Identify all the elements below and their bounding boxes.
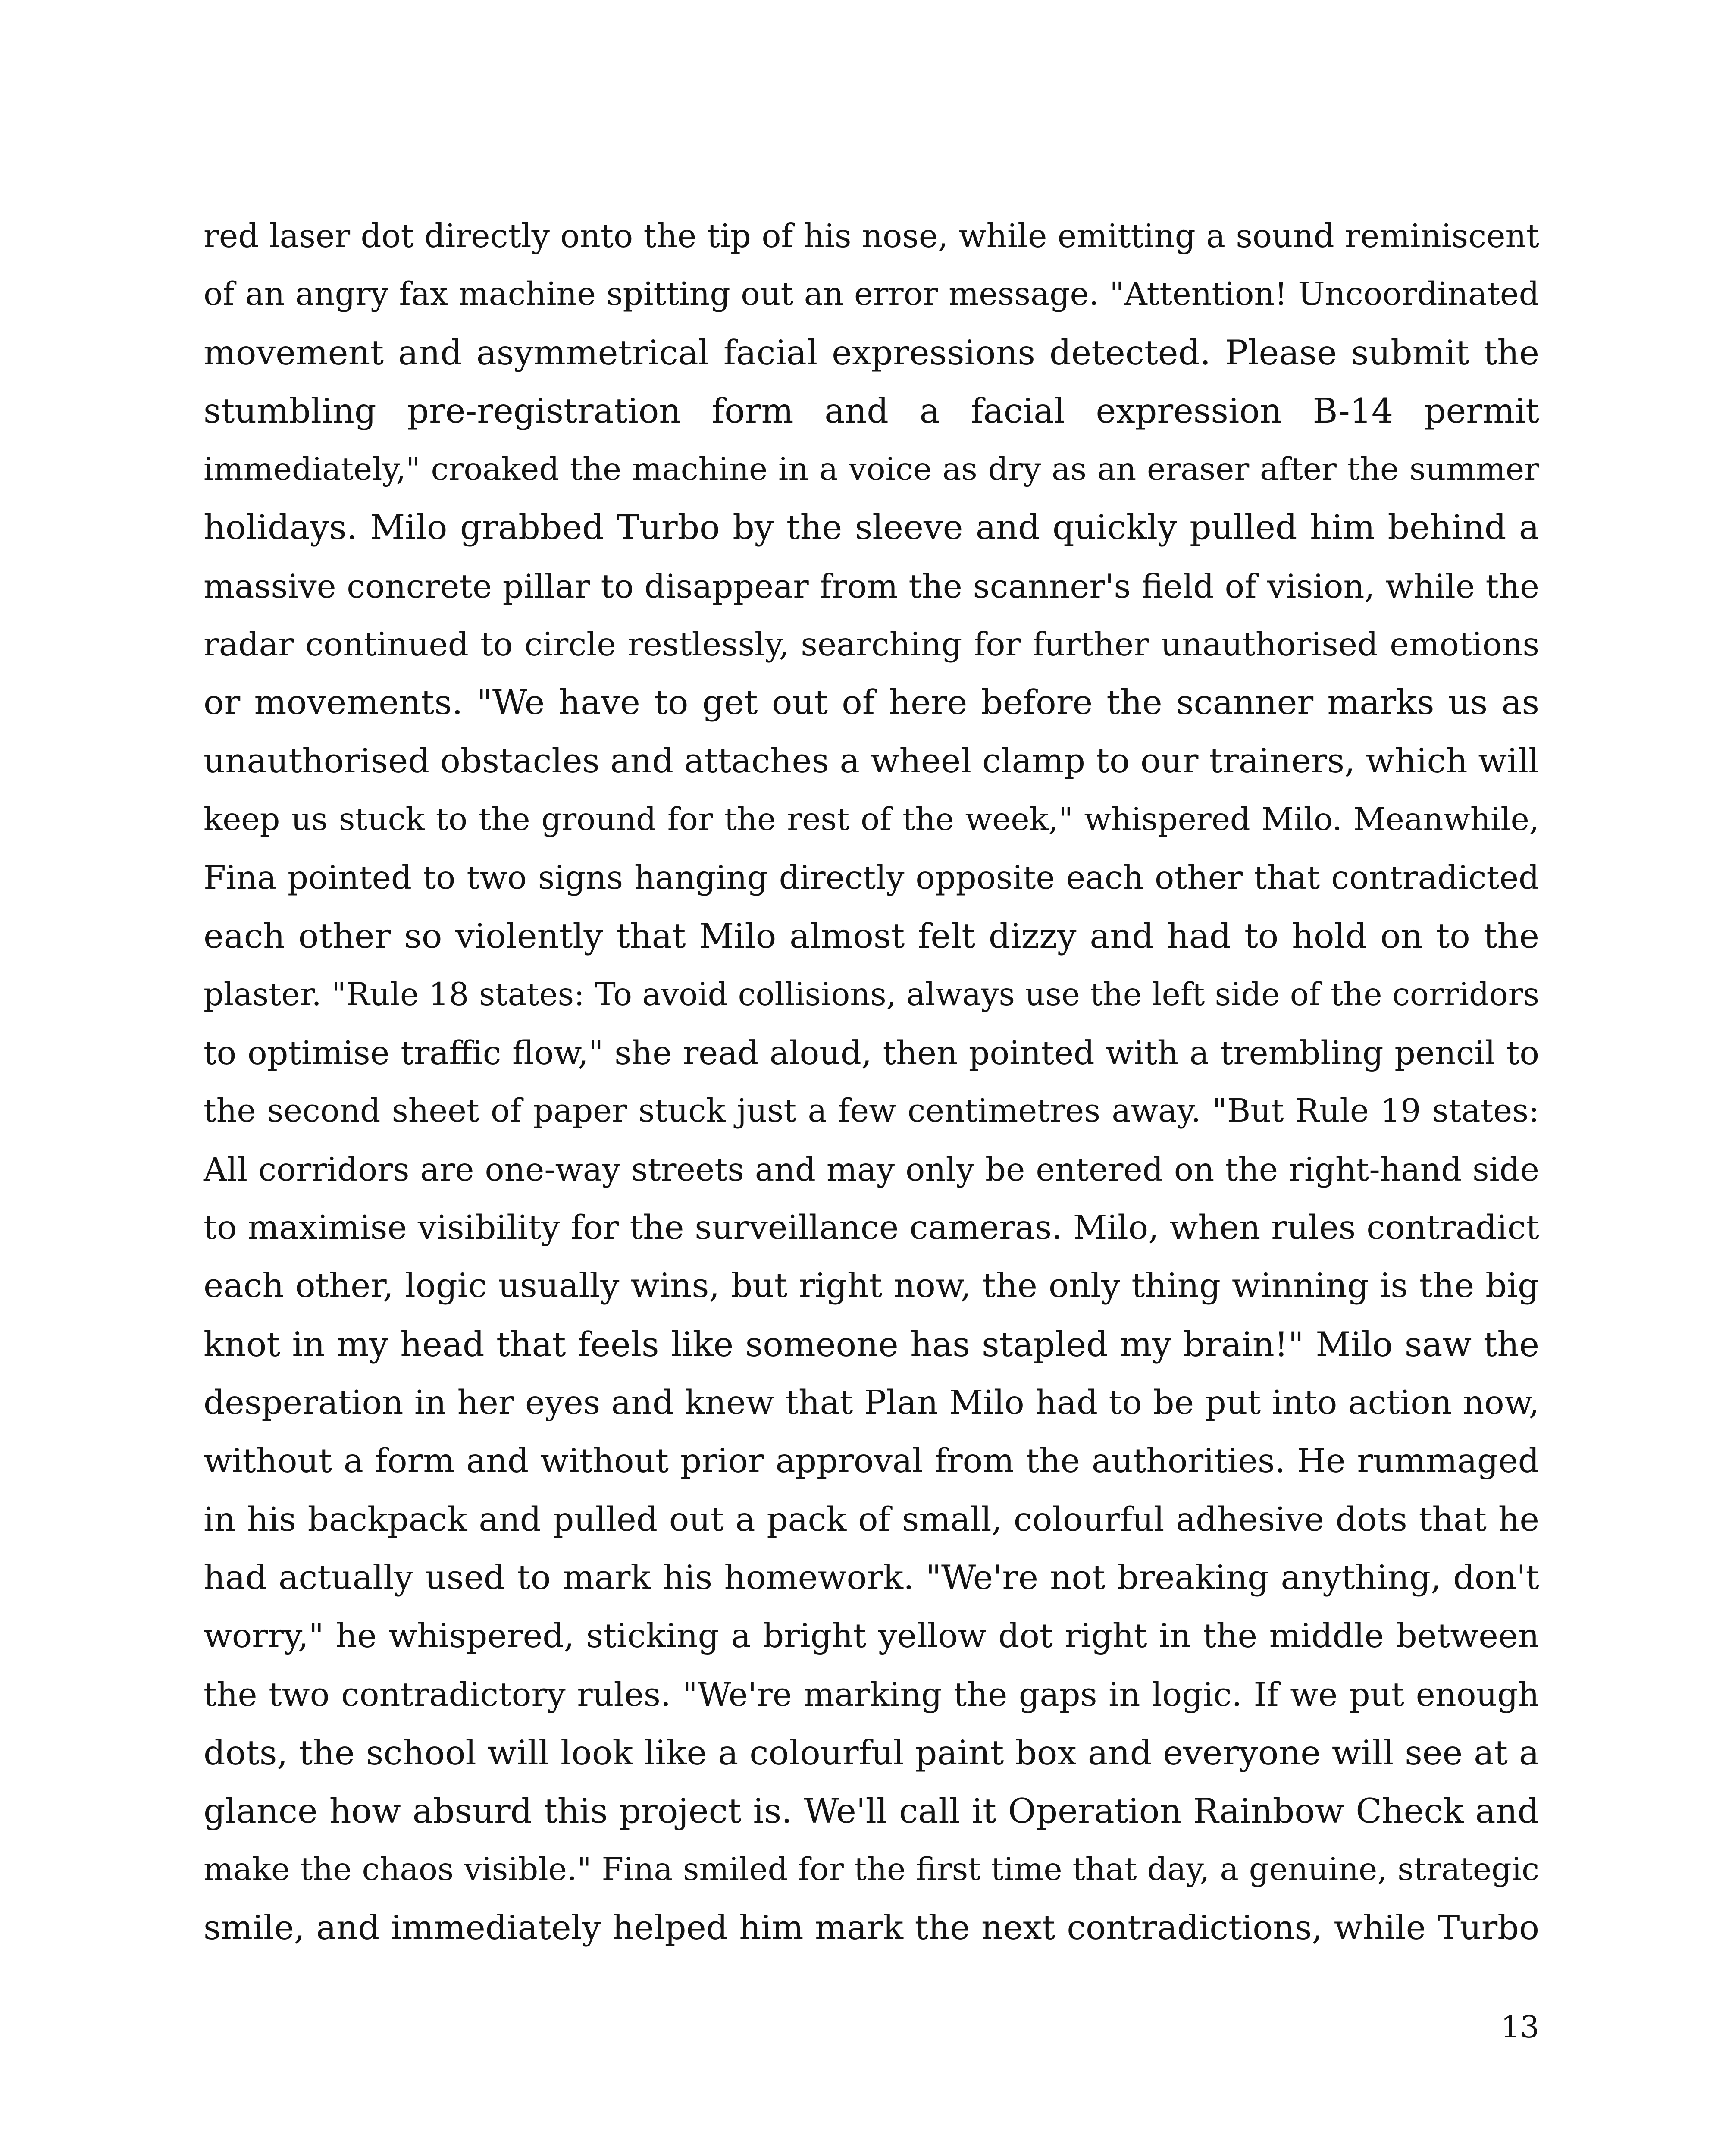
- text-line: red laser dot directly onto the tip of his nose, while emitting a sound reminiscent: [204, 217, 1539, 255]
- text-line: keep us stuck to the ground for the rest of the week," whispered Milo. Meanwhile,: [204, 801, 1539, 838]
- text-line: All corridors are one-way streets and may only be entered on the right-hand side: [204, 1150, 1539, 1188]
- text-line: radar continued to circle restlessly, searching for further unauthorised emotions: [204, 625, 1539, 664]
- text-line: each other, logic usually wins, but right now, the only thing winning is the big: [204, 1266, 1539, 1306]
- text-line: plaster. "Rule 18 states: To avoid collisions, always use the left side of the corridors: [204, 976, 1539, 1013]
- text-line: the second sheet of paper stuck just a few centimetres away. "But Rule 19 states:: [204, 1092, 1539, 1130]
- text-line: the two contradictory rules. "We're marking the gaps in logic. If we put enough: [204, 1675, 1539, 1714]
- text-line: stumbling pre-registration form and a facial expression B-14 permit: [204, 391, 1539, 431]
- text-line: each other so violently that Milo almost felt dizzy and had to hold on to the: [204, 916, 1539, 956]
- text-line: glance how absurd this project is. We'll call it Operation Rainbow Check and: [204, 1791, 1539, 1831]
- text-line: movement and asymmetrical facial expressions detected. Please submit the: [204, 332, 1539, 373]
- body-text: [204, 207, 1539, 1957]
- text-line: Fina pointed to two signs hanging directly opposite each other that contradicted: [204, 859, 1539, 897]
- text-line: make the chaos visible." Fina smiled for the first time that day, a genuine, strategic: [204, 1851, 1539, 1888]
- text-line: to optimise traffic flow," she read aloud, then pointed with a trembling pencil to: [204, 1034, 1539, 1072]
- text-line: desperation in her eyes and knew that Plan Milo had to be put into action now,: [204, 1383, 1539, 1422]
- page-number: 13: [1500, 2009, 1539, 2045]
- text-line: dots, the school will look like a colourful paint box and everyone will see at a: [204, 1733, 1539, 1773]
- text-line: knot in my head that feels like someone has stapled my brain!" Milo saw the: [204, 1324, 1539, 1364]
- text-line: or movements. "We have to get out of here before the scanner marks us as: [204, 683, 1539, 723]
- text-line: in his backpack and pulled out a pack of small, colourful adhesive dots that he: [204, 1500, 1539, 1539]
- text-line: massive concrete pillar to disappear from the scanner's field of vision, while the: [204, 567, 1539, 605]
- text-line: to maximise visibility for the surveillance cameras. Milo, when rules contradict: [204, 1209, 1539, 1247]
- text-line: without a form and without prior approval from the authorities. He rummaged: [204, 1442, 1539, 1481]
- text-line: of an angry fax machine spitting out an error message. "Attention! Uncoordinated: [204, 276, 1539, 313]
- text-line: smile, and immediately helped him mark the next contradictions, while Turbo: [204, 1908, 1539, 1947]
- text-line: immediately," croaked the machine in a voice as dry as an eraser after the summer: [204, 451, 1539, 488]
- text-line: had actually used to mark his homework. "We're not breaking anything, don't: [204, 1558, 1539, 1597]
- text-line: worry," he whispered, sticking a bright yellow dot right in the middle between: [204, 1617, 1539, 1656]
- text-line: holidays. Milo grabbed Turbo by the sleeve and quickly pulled him behind a: [204, 508, 1539, 548]
- text-line: unauthorised obstacles and attaches a wheel clamp to our trainers, which will: [204, 741, 1539, 780]
